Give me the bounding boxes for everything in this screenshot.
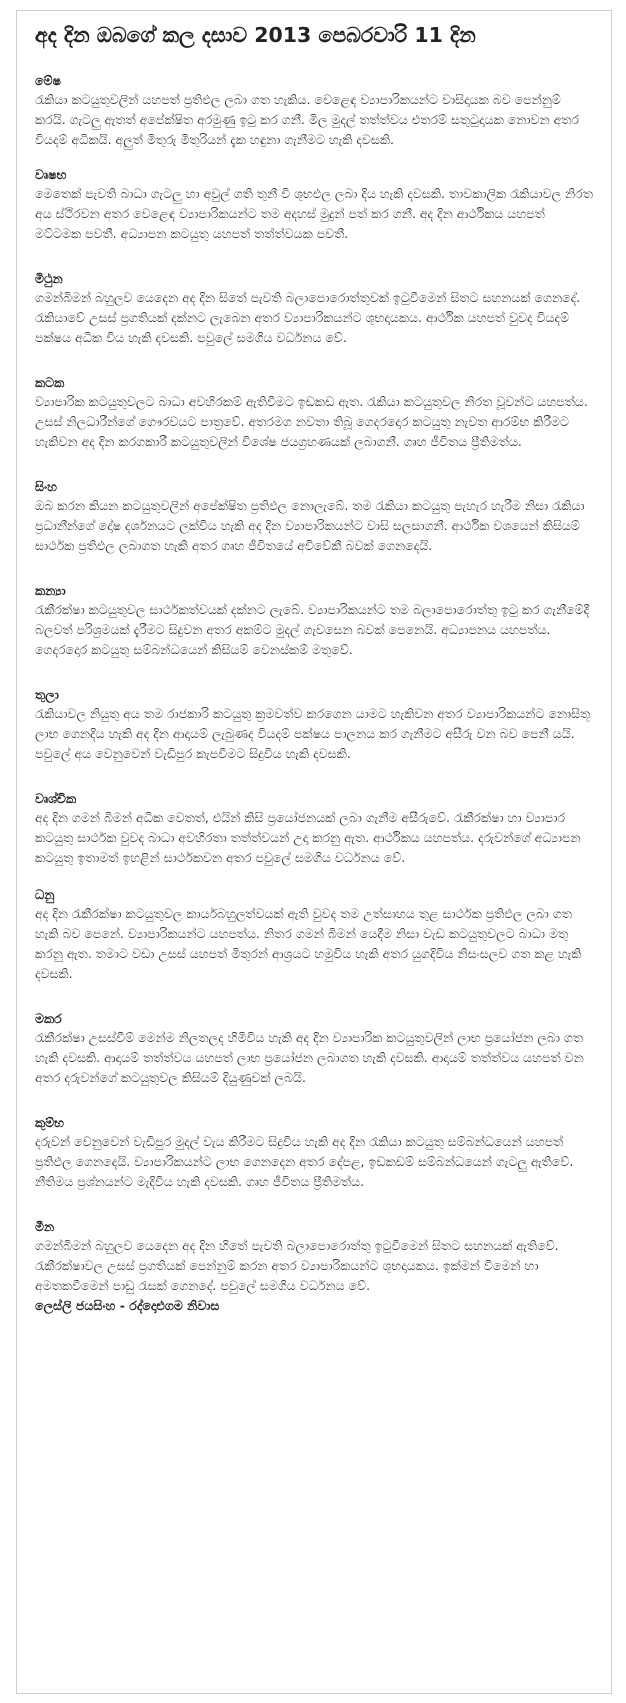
sign-text: රැකියාවල නියුතු අය තම රාජකාරි කටයුතු ක්‍රමවත්ව කරගෙන යාමට හැකිවන අතර ව්‍යාපාරිකයන්ට නොසිතූ ලාභ ගෙනදිය හැකි අද දින ආදායම් ලැබුණද වියදම් පක්ෂය පාලනය කර ගැනීමට අසීරු වන බව පෙනී යයි. පවුලේ අය වෙනුවෙන් වැඩිපුර කැපවීමට සිදුවිය හැකි දවසකි. bbox=[35, 706, 591, 761]
sign-section-vrushchika bbox=[35, 790, 593, 868]
sign-text: අද දින ගමන් බිමන් අධික වෙතත්, එයින් කිසි ප්‍රයෝජනයක් ලබා ගැනීම අසීරුවේ. රැකීරක්ෂා හා ව්‍යාපාර කටයුතු සාර්ථක වුවද බාධා අවහිරතා තත්ත්වයන් උදා කරනු ඇත. ආර්ථිකය යහපත්ය. දරුවන්ගේ අධ්‍යාපන කටයුතු ඉතාමත් ඉහළින් සාර්ථකවන අතර පවුලේ සමගිය වර්ධනය වේ. bbox=[35, 810, 581, 865]
sign-name: තුලා bbox=[35, 687, 59, 702]
sign-section-kanya bbox=[35, 582, 593, 660]
sign-section-mithuna bbox=[35, 270, 593, 348]
author-signature: ලෙස්ලි ජයසිංහ - රද්දොළුගම නිවාස bbox=[35, 1298, 220, 1313]
sign-text: ව්‍යාපාරික කටයුතුවලට බාධා අවහිරකම් ඇතිවීමට ඉඩකඩ ඇත. රැකියා කටයුතුවල නිරත වූවන්ට යහපත්ය. උසස් නිලධාරීන්ගේ ගෞරවයට පාත්‍රවේ. අතරමග නවතා තිබූ ගෙදරදොර කටයුතු නැවත ආරම්භ කිරීමට හැකිවන අද දින කරගකාරී කටයුතුවලින් විශේෂ ජයග්‍රහණයක් ලබාගනී. ගෘහ ජීවිතය ප්‍රීතිමත්ය. bbox=[35, 394, 588, 449]
sign-text: රැකීරක්ෂා උසස්වීම් මෙන්ම නිලතලද හිමිවිය හැකි අද දින ව්‍යාපාරික කටයුතුවලින් ලාභ ප්‍රයෝජන ලබා ගත හැකි දවසකි. ආදායම් තත්ත්වය යහපත් ලාභ ප්‍රයෝජන ලබාගත හැකි දවසකි. ආදායම් තත්ත්වය යහපත් වන අතර දරුවන්ගේ කටයුතුවල කිසියම් දියුණුවක් ලබයි. bbox=[35, 1030, 584, 1085]
article-title: අද දින ඔබගේ කල දසාව 2013 පෙබරවාරි 11 දින bbox=[35, 23, 476, 47]
sign-name: කුම්භ bbox=[35, 1115, 64, 1130]
sign-text: දරුවන් වෙනුවෙන් වැඩිපුර මුදල් වැය කිරීමට සිදුවිය හැකි අද දින රැකියා කටයුතු සම්බන්ධයෙන් යහපත් ප්‍රතිඵල ගෙනදෙයි. ව්‍යාපාරිකයන්ට ලාභ ගෙනදෙන අතර දේපළ, ඉඩකඩම් සම්බන්ධයෙන් ගැටලු ඇතිවේ. නීතිමය ප්‍රශ්නයන්ට මැදිවිය හැකි දවසකි. ගෘහ ජීවිතය ප්‍රීතිමත්ය. bbox=[35, 1134, 574, 1189]
sign-name: මකර bbox=[35, 1011, 62, 1026]
article-container bbox=[16, 10, 612, 1694]
sign-text: ගමන්බිමන් බහුලව යෙදෙන අද දින හිතේ පැවති බලාපොරොත්තු ඉටුවීමෙන් සිතට සහනයක් ඇතිවේ. රැකීරක්ෂාවල උසස් ප්‍රගතියක් පෙන්නුම් කරන අතර ව්‍යාපාරිකයන්ට ශුභදායකය. ඉක්මන් වීමෙන් හා අමතකවීමෙන් පාඩු රැසක් ගෙනදේ. පවුලේ සමගිය වර්ධනය වේ. bbox=[35, 1238, 559, 1293]
sign-name: කන්‍යා bbox=[35, 583, 66, 598]
sign-text: මෙතෙක් පැවති බාධා ගැටලු හා අවුල් ගති තුනී වී ශුභඵල ලබා දිය හැකි දවසකි. තාවකාලික රැකියාවල නිරත අය ස්ථිරවන අතර වෙළෙඳ ව්‍යාපාරිකයන්ට තම අදහස් මුදුන් පත් කර ගනී. අද දින ආර්ථිකය යහපත් මට්ටමක පවතී. අධ්‍යාපන කටයුතු යහපත් තත්ත්වයක පවතී. bbox=[35, 186, 593, 241]
sign-section-mesha bbox=[35, 72, 593, 150]
sign-text: ගමන්බිමන් බහුලව යෙදෙන අද දින සිතේ පැවති බලාපොරොත්තුවක් ඉටුවීමෙන් සිතට සහනයක් ගෙනදේ. රැකියාවේ උසස් ප්‍රගතියක් දක්නට ලැබෙන අතර ව්‍යාපාරිකයන්ට ශුභදායකය. ආර්ථික යහපත් වුවද වියදම් පක්ෂය අධික විය හැකි දවසකි. පවුලේ සමගිය වර්ධනය වේ. bbox=[35, 290, 581, 345]
sign-name: මිථුන bbox=[35, 271, 63, 286]
sign-text: අද දින රැකීරක්ෂා කටයුතුවල කාර්යබහුලත්වයක් ඇති වුවද තම උත්සාහය තුළ සාර්ථක ප්‍රතිඵල ලබා ගත හැකි බව පෙනේ. ව්‍යාපාරිකයන්ට යහපත්ය. නිතර ගමන් බිමන් යෙදීම නිසා වැඩ කටයුතුවලට බාධා මතු කරනු ඇත. තමාට වඩා උසස් යහපත් මිතුරන් ආශ්‍රයට හමුවිය හැකි අතර යුගදිවිය නිසංසලව ගත කළ හැකි දවසකි. bbox=[35, 906, 582, 981]
sign-name: කටක bbox=[35, 375, 65, 390]
sign-text: ඔබ කරන කියන කටයුතුවලින් අපේක්ෂිත ප්‍රතිඵල නොලැබේ. තම රැකියා කටයුතු පැහැර හැරීම නිසා රැකියා ප්‍රධානීන්ගේ දෝෂ දර්ශනයට ලක්විය හැකි අද දින ව්‍යාපාරිකයන්ට වාසි සලසාගනී. ආර්ථික වශයෙන් කිසියම් සාර්ථක ප්‍රතිඵල ලබාගත හැකි අතර ගෘහ ජීවිතයේ අවිවේකී බවක් ගෙනදෙයි. bbox=[35, 498, 585, 553]
sign-name: මේෂ bbox=[35, 73, 61, 88]
sign-section-simha bbox=[35, 478, 593, 556]
sign-text: රැකීරක්ෂා කටයුතුවල සාර්ථකත්වයක් දක්නට ලැබේ. ව්‍යාපාරිකයන්ට තම බලාපොරොත්තු ඉටු කර ගැනීමේදී බලවත් පරිශ්‍රමයක් දැරීමට සිදුවන අතර අකම්ට මුදල් ගැවසෙන බවක් පෙනෙයි. අධ්‍යාපනය යහපත්ය. ගෙදරදොර කටයුතු සම්බන්ධයෙන් කිසියම් වෙනස්කම් මතුවේ. bbox=[35, 602, 590, 657]
sign-section-vrushabha bbox=[35, 166, 593, 244]
sign-name: වෘශ්චික bbox=[35, 791, 77, 806]
sign-section-kumbha bbox=[35, 1114, 593, 1192]
sign-name: සිංහ bbox=[35, 479, 58, 494]
sign-section-makara bbox=[35, 1010, 593, 1088]
sign-name: වෘෂභ bbox=[35, 167, 67, 182]
sign-name: මීන bbox=[35, 1219, 55, 1234]
sign-section-meena bbox=[35, 1218, 593, 1296]
sign-section-dhanu bbox=[35, 886, 593, 984]
sign-section-kataka bbox=[35, 374, 593, 452]
sign-section-thula bbox=[35, 686, 593, 764]
horoscope-sections bbox=[35, 72, 593, 1316]
sign-name: ධනු bbox=[35, 887, 55, 902]
sign-text: රැකියා කටයුතුවලින් යහපත් ප්‍රතිඵල ලබා ගත හැකිය. වෙළෙඳ ව්‍යාපාරිකයන්ට වාසිදායක බව පෙන්නුම් කරයි. ගැටලු ඇතත් අපේක්ෂිත අරමුණු ඉටු කර ගනී. මිල මුදල් තත්ත්වය එතරම් සතුටුදායක නොවන අතර වියදම් අධිකයි. අලුත් මිතුරු මිතුරියන් දැක හඳුනා ගැනීමට හැකි දවසකි. bbox=[35, 92, 579, 147]
